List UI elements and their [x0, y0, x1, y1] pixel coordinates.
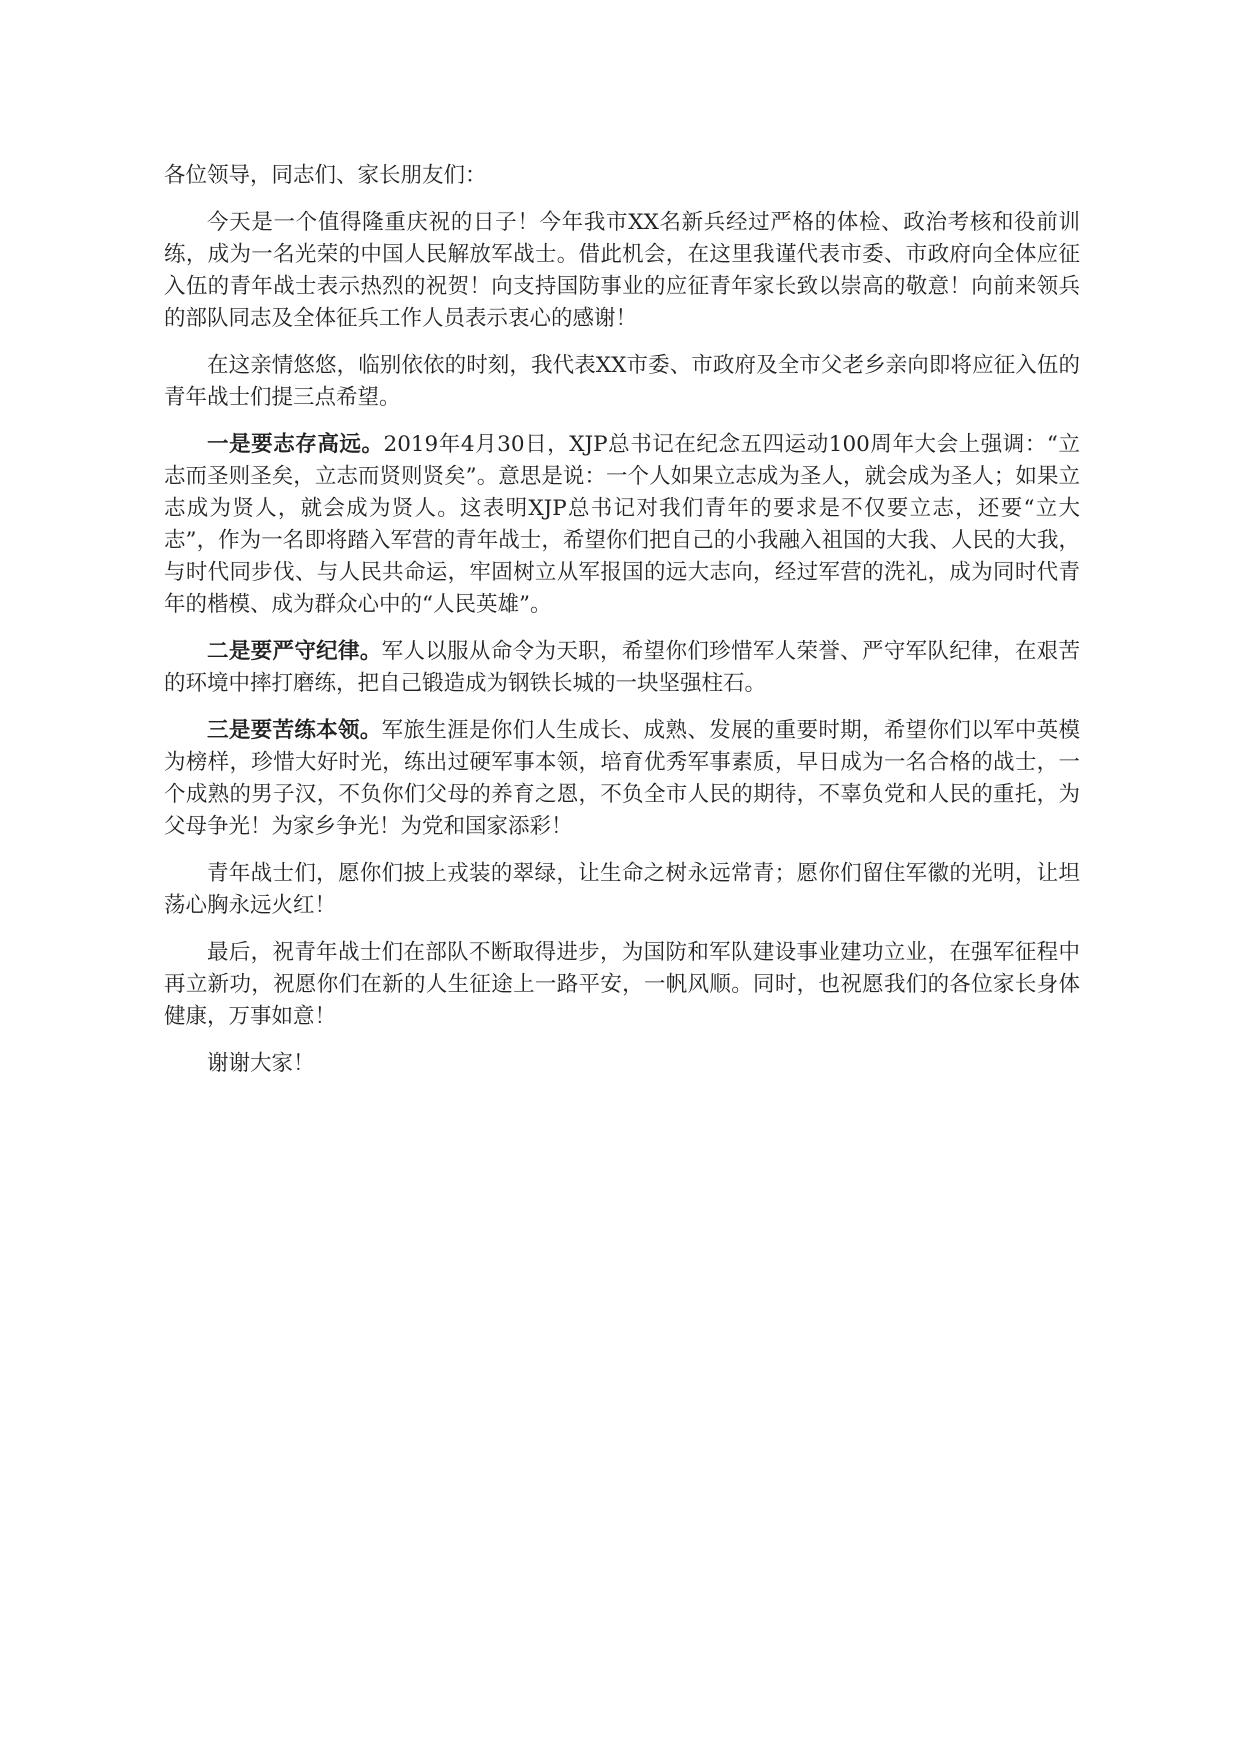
paragraph-text: 军旅生涯是你们人生成长、成熟、发展的重要时期，希望你们以军中英模为榜样，珍惜大好时光，练出过硬军事本领，培育优秀军事素质，早日成为一名合格的战士，一个成熟的男子汉，不负你们父母的养育之恩，不负全市人民的期待，不辜负党和人民的重托，为父母争光！为家乡争光！为党和国家添彩！ — [164, 718, 1080, 839]
paragraph-text: 在这亲情悠悠，临别依依的时刻，我代表XX市委、市政府及全市父老乡亲向即将应征入伍的青年战士们提三点希望。 — [164, 353, 1080, 410]
paragraph-hope-three — [164, 715, 1080, 843]
salutation: 各位领导，同志们、家长朋友们： — [164, 163, 487, 188]
paragraph-hope-one — [164, 429, 1080, 621]
paragraph-text: 2019年4月30日，XJP总书记在纪念五四运动100周年大会上强调：“立志而圣则圣矣，立志而贤则贤矣”。意思是说：一个人如果立志成为圣人，就会成为圣人；如果立志成为贤人，就会成为贤人。这表明XJP总书记对我们青年的要求是不仅要立志，还要“立大志”，作为一名即将踏入军营的青年战士，希望你们把自己的小我融入祖国的大我、人民的大我，与时代同步伐、与人民共命运，牢固树立从军报国的远大志向，经过军营的洗礼，成为同时代青年的楷模、成为群众心中的“人民英雄”。 — [164, 432, 1080, 617]
paragraph-hope-two — [164, 636, 1080, 700]
paragraph-text: 最后，祝青年战士们在部队不断取得进步，为国防和军队建设事业建功立业，在强军征程中再立新功，祝愿你们在新的人生征途上一路平安，一帆风顺。同时，也祝愿我们的各位家长身体健康，万事如意！ — [164, 940, 1080, 1029]
paragraph-text: 军人以服从命令为天职，希望你们珍惜军人荣誉、严守军队纪律，在艰苦的环境中摔打磨练，把自己锻造成为钢铁长城的一块坚强柱石。 — [164, 639, 1080, 696]
paragraph-three-hopes-intro — [164, 350, 1080, 414]
paragraph-text: 谢谢大家！ — [207, 1051, 315, 1076]
paragraph-text: 青年战士们，愿你们披上戎装的翠绿，让生命之树永远常青；愿你们留住军徽的光明，让坦荡心胸永远火红！ — [164, 861, 1080, 918]
document-body — [164, 160, 1080, 1095]
paragraph-thanks — [164, 1048, 1080, 1080]
paragraph-closing — [164, 937, 1080, 1033]
paragraph-congratulations — [164, 207, 1080, 335]
paragraph-lead: 二是要严守纪律。 — [207, 639, 382, 664]
paragraph-wishes — [164, 858, 1080, 922]
paragraph-text: 今天是一个值得隆重庆祝的日子！今年我市XX名新兵经过严格的体检、政治考核和役前训练，成为一名光荣的中国人民解放军战士。借此机会，在这里我谨代表市委、市政府向全体应征入伍的青年战士表示热烈的祝贺！向支持国防事业的应征青年家长致以崇高的敬意！向前来领兵的部队同志及全体征兵工作人员表示衷心的感谢！ — [164, 210, 1080, 331]
paragraph-lead: 一是要志存高远。 — [207, 432, 384, 457]
paragraph-lead: 三是要苦练本领。 — [207, 718, 382, 743]
